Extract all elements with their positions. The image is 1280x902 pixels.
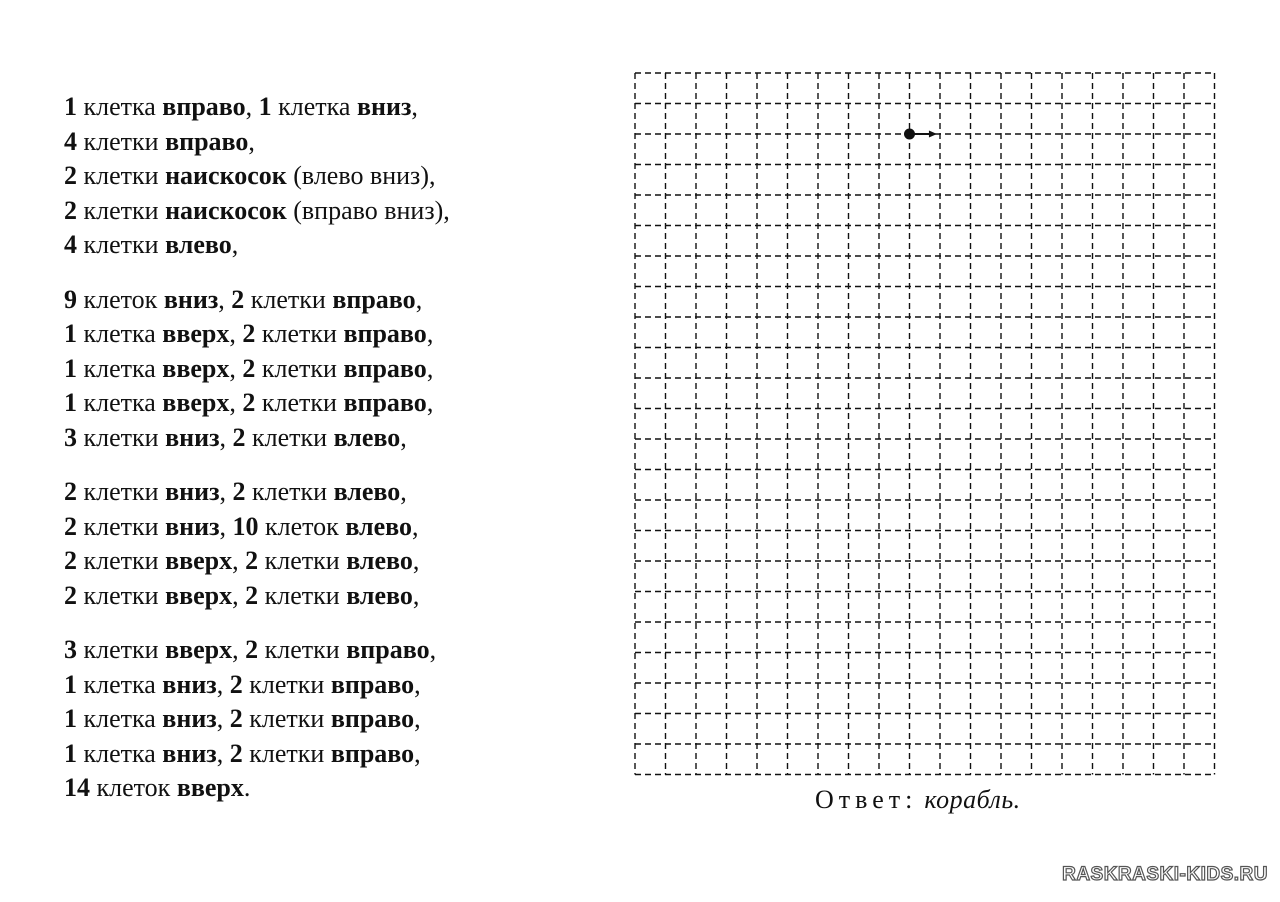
instruction-line bbox=[64, 421, 584, 456]
instruction-step-text: клетки bbox=[77, 126, 166, 156]
instruction-line bbox=[64, 283, 584, 318]
instruction-step-bold: влево bbox=[333, 477, 401, 506]
instruction-step-text: клетка bbox=[77, 92, 163, 121]
instruction-step-text: клеток bbox=[77, 284, 164, 314]
instruction-step-bold: вниз bbox=[162, 738, 217, 768]
instruction-step-bold: вправо bbox=[162, 92, 246, 121]
instruction-step-text: клетки bbox=[242, 669, 331, 699]
instruction-line bbox=[64, 90, 584, 125]
instruction-step-text: клетки bbox=[77, 635, 166, 664]
instruction-step-text: клетки bbox=[258, 635, 347, 664]
instruction-step-bold: вверх bbox=[162, 319, 230, 348]
instruction-line bbox=[64, 475, 584, 510]
instruction-line bbox=[64, 668, 584, 703]
instruction-step-bold: 1 bbox=[258, 92, 272, 121]
instruction-step-text: клетки bbox=[242, 738, 331, 768]
instruction-step-bold: 9 bbox=[64, 284, 77, 314]
instruction-step-bold: 1 bbox=[64, 319, 77, 348]
answer-value: корабль. bbox=[924, 785, 1021, 814]
instruction-step-bold: вправо bbox=[330, 704, 415, 733]
instruction-step-text: клетки bbox=[255, 388, 344, 417]
instruction-step-bold: вниз bbox=[162, 704, 217, 733]
dotted-grid bbox=[634, 72, 1218, 783]
instruction-step-text: клетки bbox=[77, 195, 166, 225]
instruction-step-text: , bbox=[229, 388, 243, 417]
instruction-step-bold: вверх bbox=[165, 580, 233, 610]
instruction-step-bold: вниз bbox=[356, 92, 412, 121]
instruction-step-text: , bbox=[412, 580, 420, 610]
instruction-step-text: , bbox=[426, 353, 434, 383]
instruction-group bbox=[64, 475, 584, 613]
instruction-step-bold: вправо bbox=[343, 388, 427, 417]
instruction-group bbox=[64, 633, 584, 806]
instruction-step-text: , bbox=[414, 738, 421, 768]
instruction-step-text: клетки bbox=[245, 422, 334, 452]
instruction-line bbox=[64, 352, 584, 387]
instruction-step-bold: 1 bbox=[64, 738, 77, 768]
instruction-step-text: клеток bbox=[90, 773, 177, 802]
instruction-step-bold: вниз bbox=[165, 477, 220, 506]
instruction-step-text: , bbox=[218, 284, 232, 314]
instruction-step-bold: 2 bbox=[231, 284, 245, 314]
instruction-step-text: клетка bbox=[77, 738, 163, 768]
instruction-step-bold: вверх bbox=[176, 773, 244, 802]
instruction-step-bold: влево bbox=[345, 511, 413, 541]
instruction-step-text: , bbox=[245, 92, 259, 121]
instruction-step-text: , bbox=[229, 353, 243, 383]
answer-label: Ответ: bbox=[815, 785, 918, 814]
instruction-step-text: , bbox=[219, 477, 233, 506]
instruction-step-text: клетки bbox=[77, 422, 166, 452]
instruction-line bbox=[64, 125, 584, 160]
instruction-step-text: клетка bbox=[77, 319, 163, 348]
instruction-step-text: , bbox=[426, 388, 434, 417]
instruction-line bbox=[64, 194, 584, 229]
instruction-group bbox=[64, 90, 584, 263]
instruction-step-text: , bbox=[219, 422, 233, 452]
instruction-step-text: клетка bbox=[77, 388, 163, 417]
instruction-step-text: клетки bbox=[77, 230, 166, 259]
instruction-step-bold: 2 bbox=[245, 635, 259, 664]
instruction-step-text: , bbox=[400, 477, 407, 506]
instruction-step-bold: 2 bbox=[64, 195, 77, 225]
instruction-step-bold: вверх bbox=[162, 388, 230, 417]
instruction-step-text: , bbox=[232, 635, 246, 664]
instruction-step-text: , bbox=[216, 704, 230, 733]
instruction-step-text: , bbox=[232, 546, 246, 575]
instruction-step-bold: наискосок bbox=[165, 161, 287, 190]
instruction-step-text: клетки bbox=[77, 511, 166, 541]
instruction-step-text: клетки bbox=[255, 353, 344, 383]
instruction-line bbox=[64, 544, 584, 579]
instruction-step-bold: вправо bbox=[343, 353, 427, 383]
instruction-step-bold: вниз bbox=[162, 669, 217, 699]
instruction-step-bold: влево bbox=[165, 230, 232, 259]
instruction-step-bold: 2 bbox=[229, 704, 243, 733]
instruction-step-text: (вправо вниз), bbox=[286, 195, 450, 225]
instruction-step-bold: наискосок bbox=[165, 195, 287, 225]
instruction-step-text: , bbox=[411, 92, 418, 121]
instruction-step-text: (влево вниз), bbox=[286, 161, 436, 190]
instruction-step-bold: вправо bbox=[343, 319, 427, 348]
watermark-logo: RASKRASKI-KIDS.RU bbox=[1062, 864, 1268, 885]
instruction-line bbox=[64, 386, 584, 421]
instruction-step-bold: 3 bbox=[64, 635, 77, 664]
instruction-step-text: . bbox=[243, 773, 251, 802]
instruction-line bbox=[64, 633, 584, 668]
instruction-step-bold: 2 bbox=[232, 477, 246, 506]
instruction-step-bold: 2 bbox=[245, 580, 259, 610]
instruction-step-bold: 1 bbox=[64, 92, 77, 121]
instruction-step-text: , bbox=[219, 511, 233, 541]
instruction-step-bold: 1 bbox=[64, 388, 77, 417]
instruction-step-text: , bbox=[231, 230, 239, 259]
instruction-step-bold: 4 bbox=[64, 126, 77, 156]
instruction-step-text: , bbox=[415, 284, 423, 314]
instruction-step-bold: 2 bbox=[64, 477, 77, 506]
instruction-step-text: клетка bbox=[271, 92, 357, 121]
instruction-step-bold: влево bbox=[346, 580, 413, 610]
instruction-step-text: , bbox=[414, 669, 421, 699]
instruction-step-text: , bbox=[412, 511, 419, 541]
instruction-step-bold: 2 bbox=[229, 669, 243, 699]
instruction-step-bold: 3 bbox=[64, 422, 77, 452]
instruction-step-text: , bbox=[232, 580, 246, 610]
instruction-step-text: , bbox=[216, 669, 230, 699]
instruction-step-text: клетки bbox=[258, 546, 347, 575]
instruction-line bbox=[64, 771, 584, 806]
instruction-step-text: клетки bbox=[245, 477, 334, 506]
instruction-step-text: , bbox=[412, 546, 420, 575]
instruction-line bbox=[64, 510, 584, 545]
instruction-line bbox=[64, 579, 584, 614]
instruction-step-bold: 10 bbox=[232, 511, 259, 541]
instruction-step-bold: 2 bbox=[64, 511, 77, 541]
instruction-step-text: клетки bbox=[255, 319, 344, 348]
instruction-step-bold: 2 bbox=[229, 738, 243, 768]
instruction-step-bold: 2 bbox=[242, 353, 256, 383]
instruction-step-text: клеток bbox=[258, 511, 346, 541]
instruction-step-bold: 2 bbox=[64, 546, 77, 575]
instruction-step-text: клетки bbox=[77, 546, 166, 575]
instruction-step-text: клетки bbox=[77, 477, 166, 506]
instruction-step-bold: вверх bbox=[165, 546, 233, 575]
instruction-line bbox=[64, 737, 584, 772]
answer-line bbox=[815, 785, 1021, 815]
instruction-step-bold: 2 bbox=[242, 388, 256, 417]
instruction-line bbox=[64, 159, 584, 194]
instruction-step-text: , bbox=[248, 126, 255, 156]
instruction-step-bold: 2 bbox=[64, 161, 77, 190]
instruction-step-bold: 2 bbox=[245, 546, 259, 575]
instruction-step-bold: 14 bbox=[64, 773, 90, 802]
instruction-step-text: клетки bbox=[244, 284, 333, 314]
instruction-step-text: клетки bbox=[77, 161, 166, 190]
instruction-step-bold: вправо bbox=[330, 669, 415, 699]
instructions-list bbox=[64, 90, 584, 826]
instruction-step-bold: 4 bbox=[64, 230, 77, 259]
instruction-step-bold: вправо bbox=[330, 738, 415, 768]
instruction-step-bold: влево bbox=[346, 546, 413, 575]
instruction-step-bold: вправо bbox=[346, 635, 430, 664]
start-arrow-icon bbox=[929, 131, 937, 138]
instruction-step-bold: 2 bbox=[232, 422, 246, 452]
instruction-step-bold: 1 bbox=[64, 669, 77, 699]
instruction-step-text: клетки bbox=[77, 580, 166, 610]
instruction-step-bold: вправо bbox=[332, 284, 416, 314]
instruction-step-bold: вниз bbox=[165, 511, 220, 541]
instruction-step-text: , bbox=[229, 319, 243, 348]
instruction-step-bold: 1 bbox=[64, 704, 77, 733]
instruction-step-bold: 2 bbox=[242, 319, 256, 348]
instruction-step-bold: вниз bbox=[165, 422, 220, 452]
instruction-line bbox=[64, 317, 584, 352]
instruction-step-text: клетка bbox=[77, 669, 163, 699]
instruction-step-bold: влево bbox=[333, 422, 401, 452]
grid-canvas bbox=[634, 72, 1218, 778]
instruction-step-text: клетка bbox=[77, 704, 163, 733]
instruction-step-bold: 2 bbox=[64, 580, 77, 610]
instruction-step-bold: вверх bbox=[162, 353, 230, 383]
instruction-line bbox=[64, 228, 584, 263]
instruction-step-text: клетки bbox=[258, 580, 347, 610]
instruction-step-text: клетки bbox=[242, 704, 331, 733]
instruction-step-text: , bbox=[400, 422, 407, 452]
instruction-step-bold: вниз bbox=[163, 284, 219, 314]
instruction-step-text: , bbox=[216, 738, 230, 768]
instruction-step-text: клетка bbox=[77, 353, 163, 383]
instruction-group bbox=[64, 283, 584, 456]
instruction-line bbox=[64, 702, 584, 737]
instruction-step-bold: 1 bbox=[64, 353, 77, 383]
instruction-step-text: , bbox=[414, 704, 421, 733]
instruction-step-bold: вверх bbox=[165, 635, 233, 664]
instruction-step-text: , bbox=[429, 635, 437, 664]
instruction-step-bold: вправо bbox=[165, 126, 249, 156]
instruction-step-text: , bbox=[426, 319, 434, 348]
